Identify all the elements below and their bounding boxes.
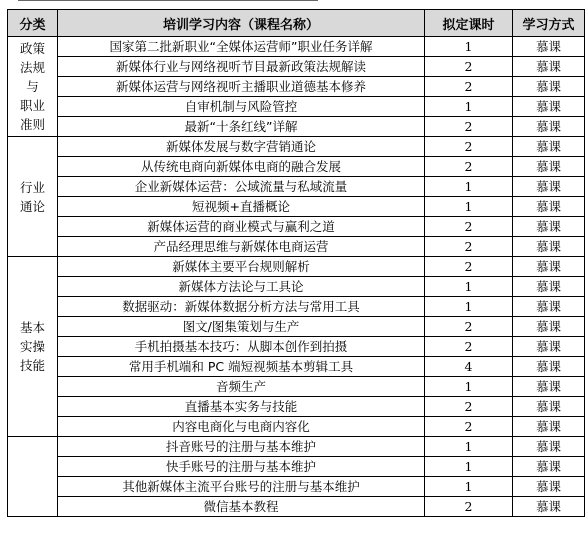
study-mode-cell: 慕课 (513, 157, 585, 177)
course-name-cell: 最新“十条红线”详解 (58, 117, 425, 137)
course-name-cell: 新媒体行业与网络视听节目最新政策法规解读 (58, 57, 425, 77)
study-mode-cell: 慕课 (513, 177, 585, 197)
table-row (8, 277, 585, 297)
study-mode-cell: 慕课 (513, 497, 585, 517)
table-row (8, 457, 585, 477)
hours-cell: 4 (425, 357, 513, 377)
hours-cell: 2 (425, 317, 513, 337)
table-row (8, 257, 585, 277)
hours-cell: 1 (425, 477, 513, 497)
study-mode-cell: 慕课 (513, 377, 585, 397)
hours-cell: 1 (425, 437, 513, 457)
table-row (8, 77, 585, 97)
study-mode-cell: 慕课 (513, 197, 585, 217)
hours-cell: 1 (425, 37, 513, 57)
course-name-cell: 音频生产 (58, 377, 425, 397)
header-category: 分类 (8, 10, 58, 37)
category-label-line: 与 (26, 79, 39, 94)
course-name-cell: 内容电商化与电商内容化 (58, 417, 425, 437)
table-row (8, 217, 585, 237)
hours-cell: 1 (425, 377, 513, 397)
table-row (8, 37, 585, 57)
study-mode-cell: 慕课 (513, 317, 585, 337)
table-row (8, 57, 585, 77)
header-row (8, 10, 585, 37)
course-name-cell: 新媒体方法论与工具论 (58, 277, 425, 297)
category-label-line: 政策 (19, 41, 45, 56)
course-name-cell: 从传统电商向新媒体电商的融合发展 (58, 157, 425, 177)
category-label-line: 通论 (19, 198, 45, 214)
table-row (8, 437, 585, 457)
course-name-cell: 企业新媒体运营：公域流量与私域流量 (58, 177, 425, 197)
course-name-cell: 产品经理思维与新媒体电商运营 (58, 237, 425, 257)
course-name-cell: 新媒体发展与数字营销通论 (58, 137, 425, 157)
course-name-cell: 直播基本实务与技能 (58, 397, 425, 417)
hours-cell: 2 (425, 217, 513, 237)
header-course: 培训学习内容（课程名称） (58, 10, 425, 37)
header-mode: 学习方式 (513, 10, 585, 37)
course-name-cell: 短视频+直播概论 (58, 197, 425, 217)
table-row (8, 197, 585, 217)
table-row (8, 377, 585, 397)
course-name-cell: 微信基本教程 (58, 497, 425, 517)
study-mode-cell: 慕课 (513, 357, 585, 377)
study-mode-cell: 慕课 (513, 77, 585, 97)
category-label-line: 准则 (19, 117, 45, 132)
category-label-line: 基本 (19, 320, 45, 335)
hours-cell: 2 (425, 117, 513, 137)
course-name-cell: 常用手机端和 PC 端短视频基本剪辑工具 (58, 357, 425, 377)
table-row (8, 337, 585, 357)
study-mode-cell: 慕课 (513, 37, 585, 57)
study-mode-cell: 慕课 (513, 417, 585, 437)
study-mode-cell: 慕课 (513, 217, 585, 237)
table-row (8, 417, 585, 437)
study-mode-cell: 慕课 (513, 477, 585, 497)
hours-cell: 1 (425, 277, 513, 297)
study-mode-cell: 慕课 (513, 57, 585, 77)
hours-cell: 1 (425, 177, 513, 197)
table-row (8, 397, 585, 417)
category-label-line: 技能 (19, 358, 45, 373)
hours-cell: 1 (425, 97, 513, 117)
table-row (8, 117, 585, 137)
hours-cell: 2 (425, 337, 513, 357)
category-cell (8, 437, 58, 517)
course-name-cell: 自审机制与风险管控 (58, 97, 425, 117)
table-row (8, 177, 585, 197)
hours-cell: 2 (425, 237, 513, 257)
study-mode-cell: 慕课 (513, 257, 585, 277)
hours-cell: 1 (425, 457, 513, 477)
course-name-cell: 国家第二批新职业“全媒体运营师”职业任务详解 (58, 37, 425, 57)
study-mode-cell: 慕课 (513, 97, 585, 117)
hours-cell: 2 (425, 397, 513, 417)
study-mode-cell: 慕课 (513, 297, 585, 317)
course-name-cell: 新媒体运营与网络视听主播职业道德基本修养 (58, 77, 425, 97)
hours-cell: 2 (425, 77, 513, 97)
table-row (8, 497, 585, 517)
table-row (8, 297, 585, 317)
study-mode-cell: 慕课 (513, 397, 585, 417)
category-cell (8, 137, 58, 257)
study-mode-cell: 慕课 (513, 437, 585, 457)
course-name-cell: 抖音账号的注册与基本维护 (58, 437, 425, 457)
table-row (8, 477, 585, 497)
hours-cell: 2 (425, 497, 513, 517)
course-name-cell: 快手账号的注册与基本维护 (58, 457, 425, 477)
course-name-cell: 新媒体运营的商业模式与赢利之道 (58, 217, 425, 237)
study-mode-cell: 慕课 (513, 277, 585, 297)
study-mode-cell: 慕课 (513, 337, 585, 357)
table-row (8, 97, 585, 117)
course-name-cell: 新媒体主要平台规则解析 (58, 257, 425, 277)
hours-cell: 2 (425, 417, 513, 437)
hours-cell: 2 (425, 157, 513, 177)
course-name-cell: 其他新媒体主流平台账号的注册与基本维护 (58, 477, 425, 497)
hours-cell: 2 (425, 257, 513, 277)
hours-cell: 1 (425, 197, 513, 217)
course-name-cell: 手机拍摄基本技巧：从脚本创作到拍摄 (58, 337, 425, 357)
category-label-line: 实操 (19, 339, 45, 354)
table-row (8, 317, 585, 337)
study-mode-cell: 慕课 (513, 137, 585, 157)
table-row (8, 357, 585, 377)
course-name-cell: 图文/图集策划与生产 (58, 317, 425, 337)
course-name-cell: 数据驱动：新媒体数据分析方法与常用工具 (58, 297, 425, 317)
table-row (8, 237, 585, 257)
hours-cell: 1 (425, 297, 513, 317)
table-body (8, 37, 585, 517)
category-cell (8, 257, 58, 437)
category-label-line: 行业 (19, 179, 45, 195)
category-label-line: 法规 (19, 60, 45, 75)
course-table (7, 9, 585, 517)
header-hours: 拟定课时 (425, 10, 513, 37)
category-label-line: 职业 (19, 98, 45, 113)
table-row (8, 137, 585, 157)
study-mode-cell: 慕课 (513, 117, 585, 137)
category-cell (8, 37, 58, 137)
cropped-text-line (18, 0, 318, 5)
hours-cell: 2 (425, 57, 513, 77)
study-mode-cell: 慕课 (513, 237, 585, 257)
table-row (8, 157, 585, 177)
hours-cell: 2 (425, 137, 513, 157)
study-mode-cell: 慕课 (513, 457, 585, 477)
